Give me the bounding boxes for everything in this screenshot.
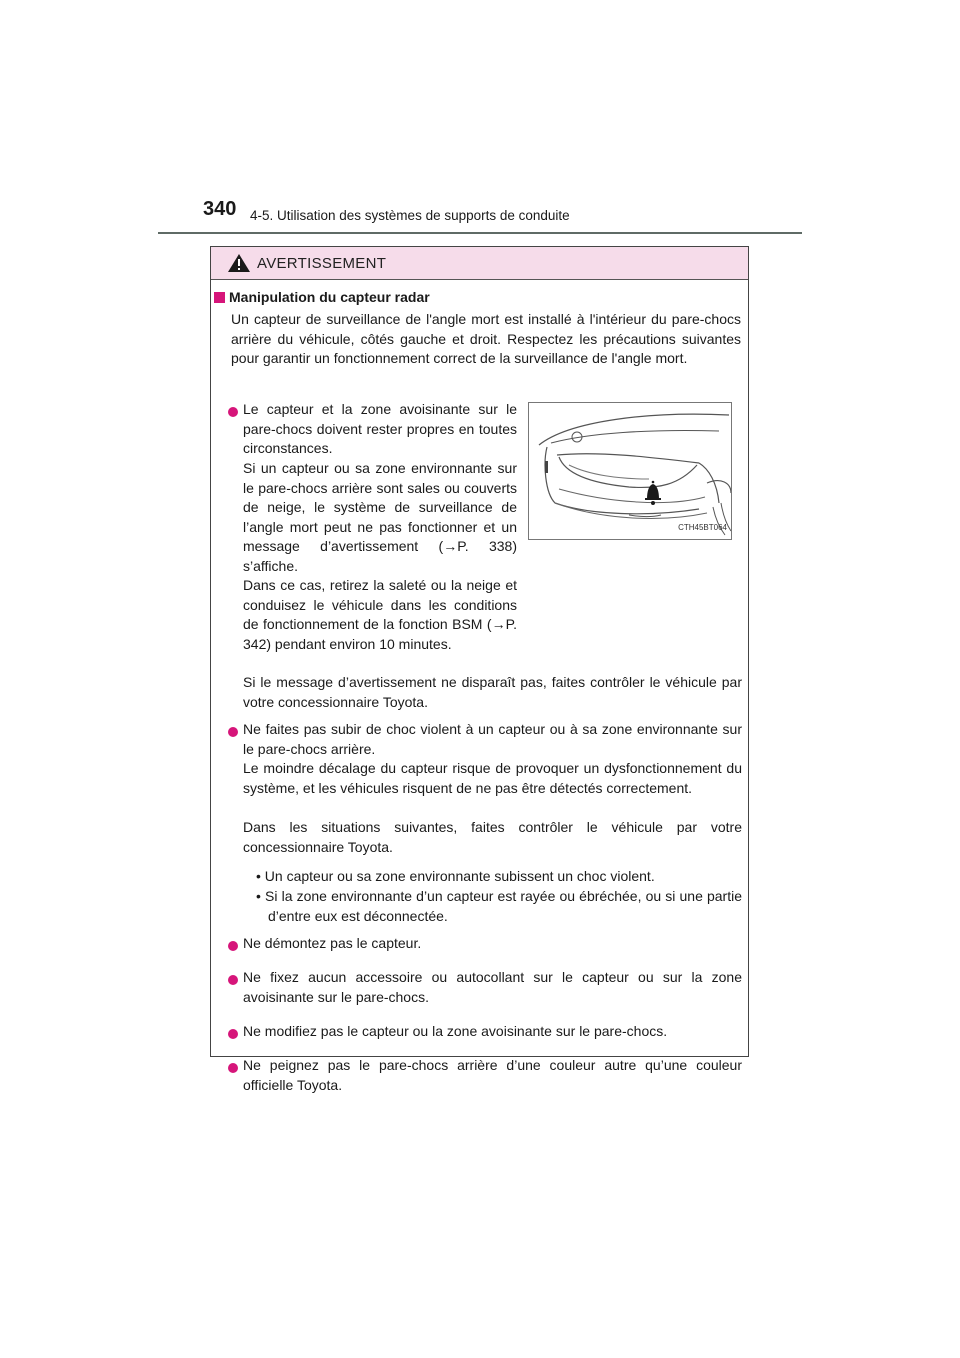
item5: Ne modifiez pas le capteur ou la zone avoisinante sur le pare-chocs. [243, 1023, 668, 1039]
warning-title: AVERTISSEMENT [257, 254, 387, 272]
bullet-dot-icon [228, 941, 238, 951]
warning-triangle-icon [227, 253, 251, 273]
section-heading [214, 288, 430, 308]
item1-p3: Dans ce cas, retirez la saleté ou la neige et conduisez le véhicule dans les conditions de fonctionnement de la fonction BSM (→P. 342) pendant environ 10 minutes. [243, 577, 517, 652]
bullet-dot-icon [228, 727, 238, 737]
header-rule [158, 232, 802, 234]
bullet-dot-icon [228, 1063, 238, 1073]
rear-bumper-illustration [528, 402, 732, 540]
warning-box [210, 246, 749, 1093]
bullet-dot-icon [228, 1029, 238, 1039]
sub-item-2: • Si la zone environnante d’un capteur est rayée ou ébréchée, ou si une partie d’entre eux est déconnectée. [256, 888, 742, 924]
item1-p2: Si un capteur ou sa zone environnante sur le pare-chocs arrière sont sales ou couverts de neige, le système de surveillance de l’angle mort peut ne pas fonctionner et un message d’avertissement (→P. 338) s’affiche. [243, 460, 517, 574]
item1-p4: Si le message d’avertissement ne disparaît pas, faites contrôler le véhicule par votre concessionnaire Toyota. [243, 674, 742, 710]
warning-header [211, 247, 748, 280]
item3: Ne démontez pas le capteur. [243, 935, 422, 951]
square-bullet-icon [214, 292, 225, 303]
page-header [0, 0, 960, 240]
page-number: 340 [203, 198, 237, 220]
bullet-dot-icon [228, 975, 238, 985]
item2-p3: Dans les situations suivantes, faites contrôler le véhicule par votre concessionnaire Toyota. [243, 819, 742, 855]
item4: Ne fixez aucun accessoire ou autocollant sur le capteur ou sur la zone avoisinante sur le pare-chocs. [243, 969, 742, 1005]
item6: Ne peignez pas le pare-chocs arrière d’une couleur autre qu’une couleur officielle Toyota. [243, 1057, 742, 1093]
figure-label: CTH45BT064 [678, 522, 727, 532]
sub-item-1: • Un capteur ou sa zone environnante subissent un choc violent. [256, 868, 655, 884]
section-title: 4-5. Utilisation des systèmes de supports de conduite [250, 208, 570, 223]
item1-p1: Le capteur et la zone avoisinante sur le pare-chocs doivent rester propres en toutes circonstances. [243, 401, 517, 456]
section-heading-text: Manipulation du capteur radar [229, 289, 430, 305]
item2-p1: Ne faites pas subir de choc violent à un capteur ou à sa zone environnante sur le pare-chocs arrière. [243, 721, 742, 757]
bullet-dot-icon [228, 407, 238, 417]
item2-p2: Le moindre décalage du capteur risque de provoquer un dysfonctionnement du système, et les véhicules risquent de ne pas être détectés correctement. [243, 760, 742, 796]
intro-paragraph: Un capteur de surveillance de l'angle mort est installé à l'intérieur du pare-chocs arrière du véhicule, côtés gauche et droit. Respectez les précautions suivantes pour garantir un fonctionnement correct de la surveillance de l'angle mort. [231, 311, 741, 366]
